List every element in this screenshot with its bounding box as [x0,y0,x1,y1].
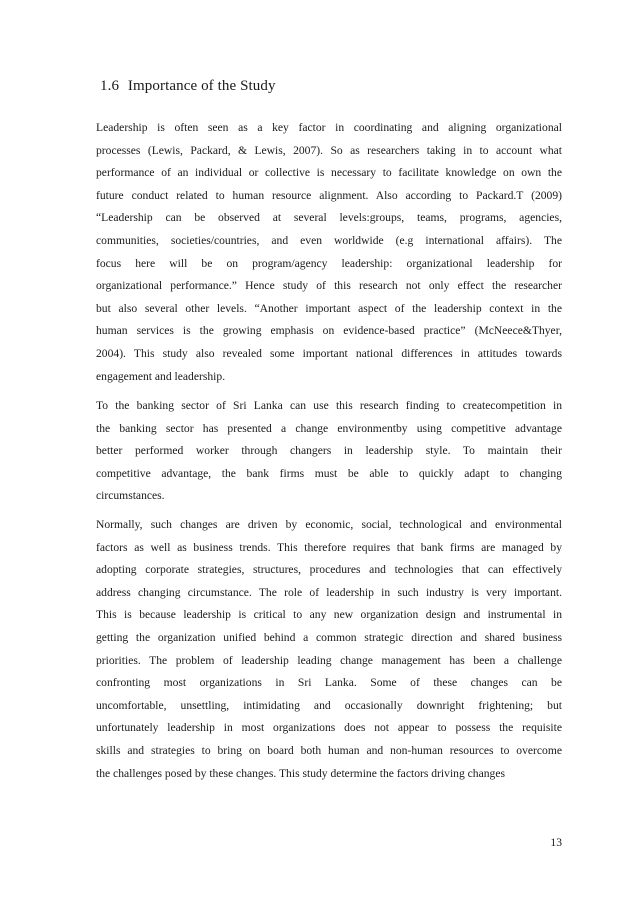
text-line: factors as well as business trends. This therefore requires that bank firms are managed by [96,540,562,554]
text-line: adopting corporate strategies, structures, procedures and technologies that can effectively [96,563,562,577]
text-line: confronting most organizations in Sri Lanka. Some of these changes can be [96,676,562,690]
text-line: Leadership is often seen as a key factor in coordinating and aligning organizational [96,121,562,134]
section-number: 1.6 [100,78,120,94]
text-line: but also several other levels. “Another important aspect of the leadership context in the [96,301,562,315]
section-title: Importance of the Study [127,78,276,94]
text-line: organizational performance.” Hence study of this research not only effect the researcher [96,279,562,293]
text-line: better performed worker through changers in leadership style. To maintain their [96,444,562,458]
page-number: 13 [550,836,562,849]
text-line: skills and strategies to bring on board both human and non-human resources to overcome [96,743,562,757]
text-line: To the banking sector of Sri Lanka can use this research finding to createcompetition in [96,399,562,412]
text-line: uncomfortable, unsettling, intimidating and occasionally downright frightening; but [96,698,562,712]
text-line: address changing circumstance. The role of leadership in such industry is very important. [96,585,562,599]
text-line: “Leadership can be observed at several levels:groups, teams, programs, agencies, [96,211,562,225]
text-line: circumstances. [96,489,165,503]
text-line: engagement and leadership. [96,369,226,383]
section-heading [100,78,276,95]
paragraph [96,117,562,388]
text-line: getting the organization unified behind a common strategic direction and shared business [96,630,562,644]
text-line: future conduct related to human resource alignment. Also according to Packard.T (2009) [96,188,562,202]
paragraph [96,395,562,508]
text-line: performance of an individual or collective is necessary to facilitate knowledge on own the [96,166,562,180]
text-line: priorities. The problem of leadership leading change management has been a challenge [96,653,562,667]
text-line: 2004). This study also revealed some important national differences in attitudes towards [96,346,562,360]
text-line: the banking sector has presented a change environmentby using competitive advantage [96,421,562,435]
text-line: Normally, such changes are driven by economic, social, technological and environmental [96,518,562,531]
text-line: focus here will be on program/agency leadership: organizational leadership for [96,256,562,270]
text-line: This is because leadership is critical to any new organization design and instrumental in [96,608,562,622]
text-line: competitive advantage, the bank firms must be able to quickly adapt to changing [96,466,562,480]
text-line: communities, societies/countries, and even worldwide (e.g international affairs). The [96,233,562,247]
paragraph [96,514,562,785]
text-line: the challenges posed by these changes. This study determine the factors driving changes [96,766,505,780]
text-line: unfortunately leadership in most organizations does not appear to possess the requisite [96,721,562,735]
text-line: human services is the growing emphasis on evidence-based practice” (McNeece&Thyer, [96,324,562,338]
text-line: processes (Lewis, Packard, & Lewis, 2007). So as researchers taking in to account what [96,143,562,157]
